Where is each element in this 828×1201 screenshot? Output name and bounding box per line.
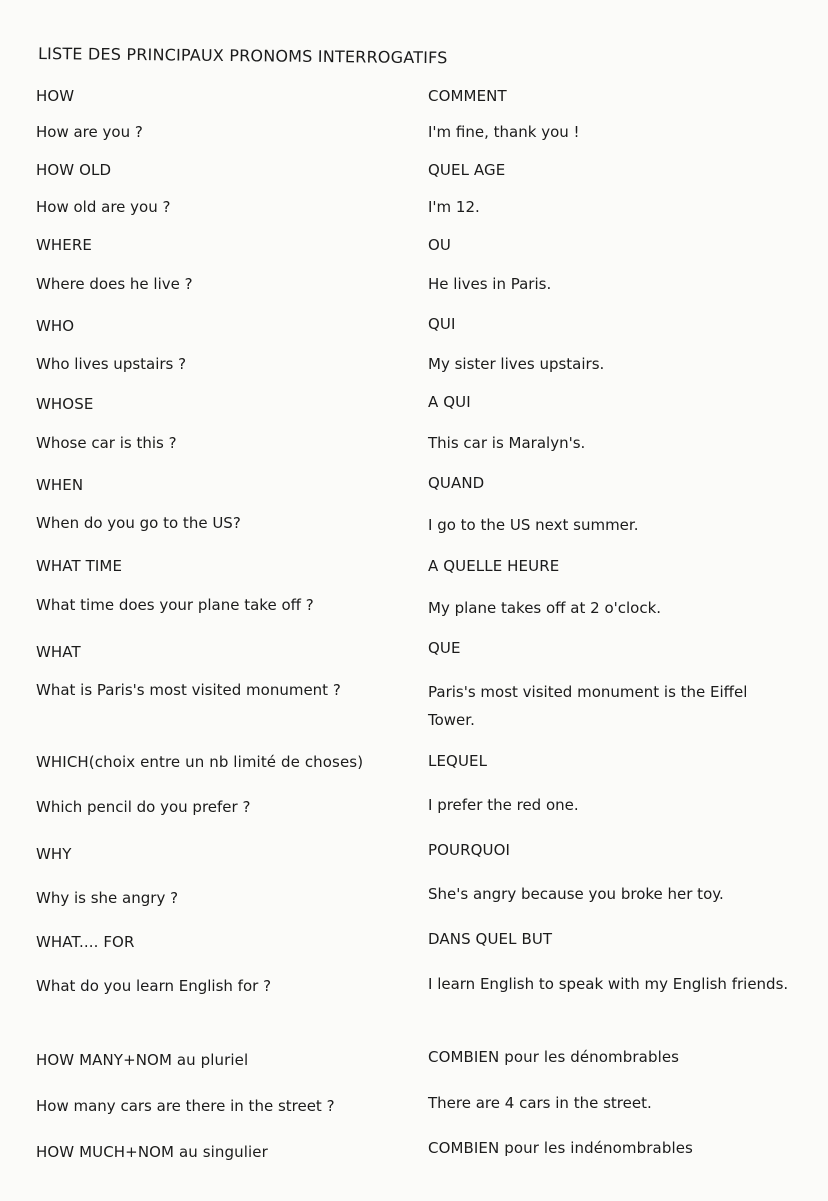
row-13-french: My plane takes off at 2 o'clock. [428,599,662,617]
row-16-french: LEQUEL [428,752,488,770]
row-17-english: Which pencil do you prefer ? [36,798,251,816]
row-1-english: How are you ? [36,123,143,141]
row-1-french: I'm fine, thank you ! [428,123,580,141]
row-4-french: OU [428,236,451,254]
row-3-french: I'm 12. [428,198,480,216]
row-14-french: QUE [428,639,461,657]
row-2-french: QUEL AGE [428,161,506,179]
row-3-english: How old are you ? [36,198,171,216]
row-18-french: POURQUOI [428,841,511,859]
row-19-english: Why is she angry ? [36,889,179,907]
row-5-english: Where does he live ? [36,275,193,293]
row-12-french: A QUELLE HEURE [428,557,560,575]
row-11-english: When do you go to the US? [36,514,241,532]
row-10-french: QUAND [428,474,485,492]
row-2-english: HOW OLD [36,161,112,179]
row-24-french: COMBIEN pour les indénombrables [428,1139,693,1157]
row-6-french: QUI [428,315,456,333]
row-8-english: WHOSE [36,395,94,413]
row-13-english: What time does your plane take off ? [36,596,314,614]
row-7-french: My sister lives upstairs. [428,355,605,373]
row-8-french: A QUI [428,393,471,411]
row-0-english: HOW [36,87,75,105]
row-11-french: I go to the US next summer. [428,516,639,534]
row-10-english: WHEN [36,476,84,494]
row-7-english: Who lives upstairs ? [36,355,187,373]
row-4-english: WHERE [36,236,92,254]
row-15-english: What is Paris's most visited monument ? [36,681,341,699]
row-19-french: She's angry because you broke her toy. [428,885,724,903]
page-title: LISTE DES PRINCIPAUX PRONOMS INTERROGATIFS [37,44,448,68]
row-23-english: How many cars are there in the street ? [36,1097,335,1115]
row-18-english: WHY [36,845,72,863]
row-15-french: Paris's most visited monument is the Eiffel Tower. [428,683,748,729]
row-9-english: Whose car is this ? [36,434,177,452]
row-9-french: This car is Maralyn's. [428,434,586,452]
row-20-french: DANS QUEL BUT [428,930,553,948]
row-5-french: He lives in Paris. [428,275,552,293]
row-21-english: What do you learn English for ? [36,977,272,995]
row-20-english: WHAT.... FOR [36,933,135,951]
row-17-french: I prefer the red one. [428,796,579,814]
row-22-french: COMBIEN pour les dénombrables [428,1048,680,1066]
row-6-english: WHO [36,317,75,335]
row-12-english: WHAT TIME [36,557,123,575]
row-14-english: WHAT [36,643,81,661]
row-24-english: HOW MUCH+NOM au singulier [36,1143,268,1161]
row-23-french: There are 4 cars in the street. [428,1094,652,1112]
row-16-english: WHICH(choix entre un nb limité de choses) [36,753,364,771]
row-21-french: I learn English to speak with my English friends. [428,975,789,993]
row-0-french: COMMENT [428,87,507,105]
row-22-english: HOW MANY+NOM au pluriel [36,1051,249,1069]
